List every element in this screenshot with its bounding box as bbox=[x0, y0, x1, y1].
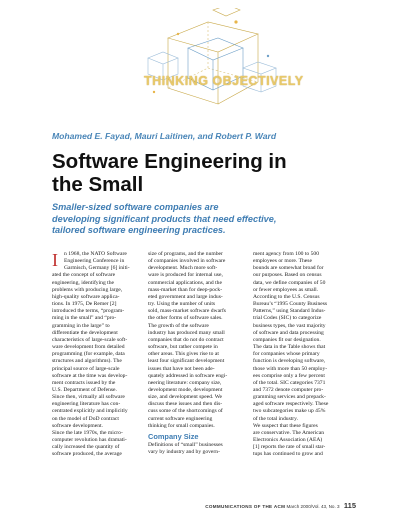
text-line: structures and algorithms). The bbox=[52, 358, 122, 365]
text-line: Garmisch, Germany [6] initi- bbox=[64, 265, 130, 272]
title-line: the Small bbox=[52, 173, 144, 196]
text-line: ware is produced for internal use, bbox=[148, 272, 223, 279]
text-line: companies fit our designation. bbox=[253, 336, 321, 343]
text-line: introduced the terms, “program- bbox=[52, 308, 125, 315]
text-line: Since the late 1970s, the micro- bbox=[52, 429, 123, 436]
text-line: are conservative. The American bbox=[253, 429, 325, 436]
issue-info: March 2000/Vol. 43, No. 3 bbox=[286, 504, 340, 509]
text-line: of the total industry. bbox=[253, 415, 299, 422]
text-line: cuss some of the shortcomings of bbox=[148, 408, 223, 415]
text-line: principal source of large-scale bbox=[52, 365, 120, 372]
text-line: programming (for example, data bbox=[52, 351, 125, 358]
text-line: aged software respectively. These bbox=[253, 401, 329, 408]
text-line: differentiate the development bbox=[52, 329, 118, 336]
text-line: eted government and large indus- bbox=[148, 293, 223, 300]
article-authors: Mohamed E. Fayad, Mauri Laitinen, and Robert P. Ward bbox=[52, 131, 277, 141]
text-line: those with more than 50 employ- bbox=[253, 365, 328, 372]
text-line: engineering, identifying the bbox=[52, 279, 114, 286]
text-line: Bureau’s “1995 County Business bbox=[253, 301, 328, 308]
text-line: two subcategories make up 45% bbox=[253, 408, 326, 415]
text-line: of the total. SIC categories 7371 bbox=[253, 379, 326, 386]
text-line: and 7372 denote computer pro- bbox=[253, 386, 324, 393]
text-line: software development. bbox=[52, 422, 103, 429]
section-heading-company-size: Company Size bbox=[148, 431, 199, 441]
text-line: ment contracts issued by the bbox=[52, 379, 116, 386]
text-line: our purposes. Based on census bbox=[253, 272, 322, 279]
text-line: According to the U.S. Census bbox=[253, 293, 320, 300]
text-line: Engineering Conference in bbox=[64, 258, 125, 265]
text-line: on the model of DoD contract bbox=[52, 415, 119, 422]
text-line: computer revolution has dramati- bbox=[52, 437, 127, 444]
text-line: issues that have not been ade- bbox=[148, 365, 215, 372]
text-line: ated the concept of software bbox=[52, 272, 116, 279]
subtitle-line: developing significant products that need effective, bbox=[52, 213, 277, 224]
text-line: gramming services and prepack- bbox=[253, 394, 326, 401]
text-line: n 1968, the NATO Software bbox=[64, 251, 127, 257]
text-line: tups has continued to grow and bbox=[253, 451, 323, 458]
column-2-text-cont bbox=[148, 442, 245, 456]
text-line: trial Codes (SIC) to categorize bbox=[253, 315, 322, 322]
text-line: quately addressed in software engi- bbox=[148, 372, 228, 379]
text-line: development mode, development bbox=[148, 386, 223, 393]
subtitle-line: Smaller-sized software companies are bbox=[52, 202, 219, 212]
text-line: least four significant development bbox=[148, 358, 225, 365]
text-line: ware development from detailed bbox=[52, 344, 125, 351]
text-line: the other forms of software sales. bbox=[148, 315, 223, 322]
thinking-objectively-logo bbox=[118, 8, 304, 116]
column-2-text bbox=[148, 251, 245, 430]
logo-text: THINKING OBJECTIVELY bbox=[144, 74, 304, 88]
text-line: The data in the Table shows that bbox=[253, 344, 326, 351]
article-title bbox=[52, 150, 352, 196]
text-line: [1] reports the rate of small star- bbox=[253, 444, 326, 451]
text-line: discuss these issues and then dis- bbox=[148, 401, 223, 408]
text-line: try. Using the number of units bbox=[148, 301, 216, 308]
text-line: bounds are somewhat broad for bbox=[253, 265, 324, 272]
text-line: Electronics Association (AEA) bbox=[253, 437, 323, 444]
text-line: current software engineering bbox=[148, 415, 213, 422]
text-line: mass-market than for deep-pock- bbox=[148, 286, 223, 293]
text-line: size of programs, and the number bbox=[148, 251, 223, 257]
text-line: cally increased the quantity of bbox=[52, 444, 120, 451]
article-subtitle bbox=[52, 202, 352, 237]
text-line: vary by industry and by govern- bbox=[148, 449, 220, 456]
text-line: Since then, virtually all software bbox=[52, 394, 125, 401]
text-line: data, we define companies of 50 bbox=[253, 279, 326, 286]
text-line: We suspect that these figures bbox=[253, 422, 318, 429]
text-line: companies that do not do contract bbox=[148, 336, 224, 343]
text-line: of companies involved in software bbox=[148, 258, 226, 265]
text-line: other areas. This gives rise to at bbox=[148, 351, 219, 358]
text-line: size, and development speed. We bbox=[148, 394, 223, 401]
text-line: for companies whose primary bbox=[253, 351, 320, 358]
body-column-2 bbox=[148, 251, 245, 456]
text-line: development. Much more soft- bbox=[148, 265, 218, 272]
text-line: thinking for small companies. bbox=[148, 422, 215, 429]
text-line: Patterns,” using Standard Indus- bbox=[253, 308, 326, 315]
text-line: neering literature: company size, bbox=[148, 379, 222, 386]
text-line: gramming in the large” to bbox=[52, 322, 110, 329]
text-line: employees or more. These bbox=[253, 258, 312, 265]
subtitle-line: tailored software engineering practices. bbox=[52, 225, 226, 235]
page-number: 115 bbox=[343, 501, 356, 510]
text-line: software, but rather compete in bbox=[148, 344, 218, 351]
text-line: engineering literature has con- bbox=[52, 401, 121, 408]
text-line: software produced, the average bbox=[52, 451, 122, 458]
title-line: Software Engineering in bbox=[52, 150, 287, 173]
text-line: tions. In 1975, De Remer [2] bbox=[52, 301, 117, 308]
text-line: The growth of the software bbox=[148, 322, 209, 329]
text-line: function is developing software, bbox=[253, 358, 326, 365]
page-footer bbox=[205, 501, 356, 510]
magazine-name: COMMUNICATIONS OF THE ACM bbox=[205, 504, 286, 509]
text-line: characteristics of large-scale soft- bbox=[52, 336, 128, 343]
text-line: software at the time was develop- bbox=[52, 372, 128, 379]
text-line: centrated explicitly and implicitly bbox=[52, 408, 128, 415]
drop-cap: I bbox=[52, 250, 58, 270]
text-line: ees comprise only a few percent bbox=[253, 372, 325, 379]
text-line: Definitions of “small” businesses bbox=[148, 441, 223, 448]
text-line: ment agency from 100 to 500 bbox=[253, 251, 320, 257]
text-line: business types, the vast majority bbox=[253, 322, 326, 329]
text-line: sold, mass-market software dwarfs bbox=[148, 308, 226, 315]
text-line: industry has produced many small bbox=[148, 329, 225, 336]
body-column-3 bbox=[253, 251, 356, 459]
text-line: ming in the small” and “pro- bbox=[52, 315, 117, 322]
text-line: U.S. Department of Defense. bbox=[52, 386, 117, 393]
body-column-1 bbox=[52, 251, 143, 459]
text-line: problems with producing large, bbox=[52, 286, 123, 293]
text-line: commercial applications, and the bbox=[148, 279, 222, 286]
text-line: high-quality software applica- bbox=[52, 293, 120, 300]
text-line: or fewer employees as small. bbox=[253, 286, 319, 293]
text-line: of software and data processing bbox=[253, 329, 324, 336]
wireframe-cubes-graphic bbox=[118, 8, 298, 116]
